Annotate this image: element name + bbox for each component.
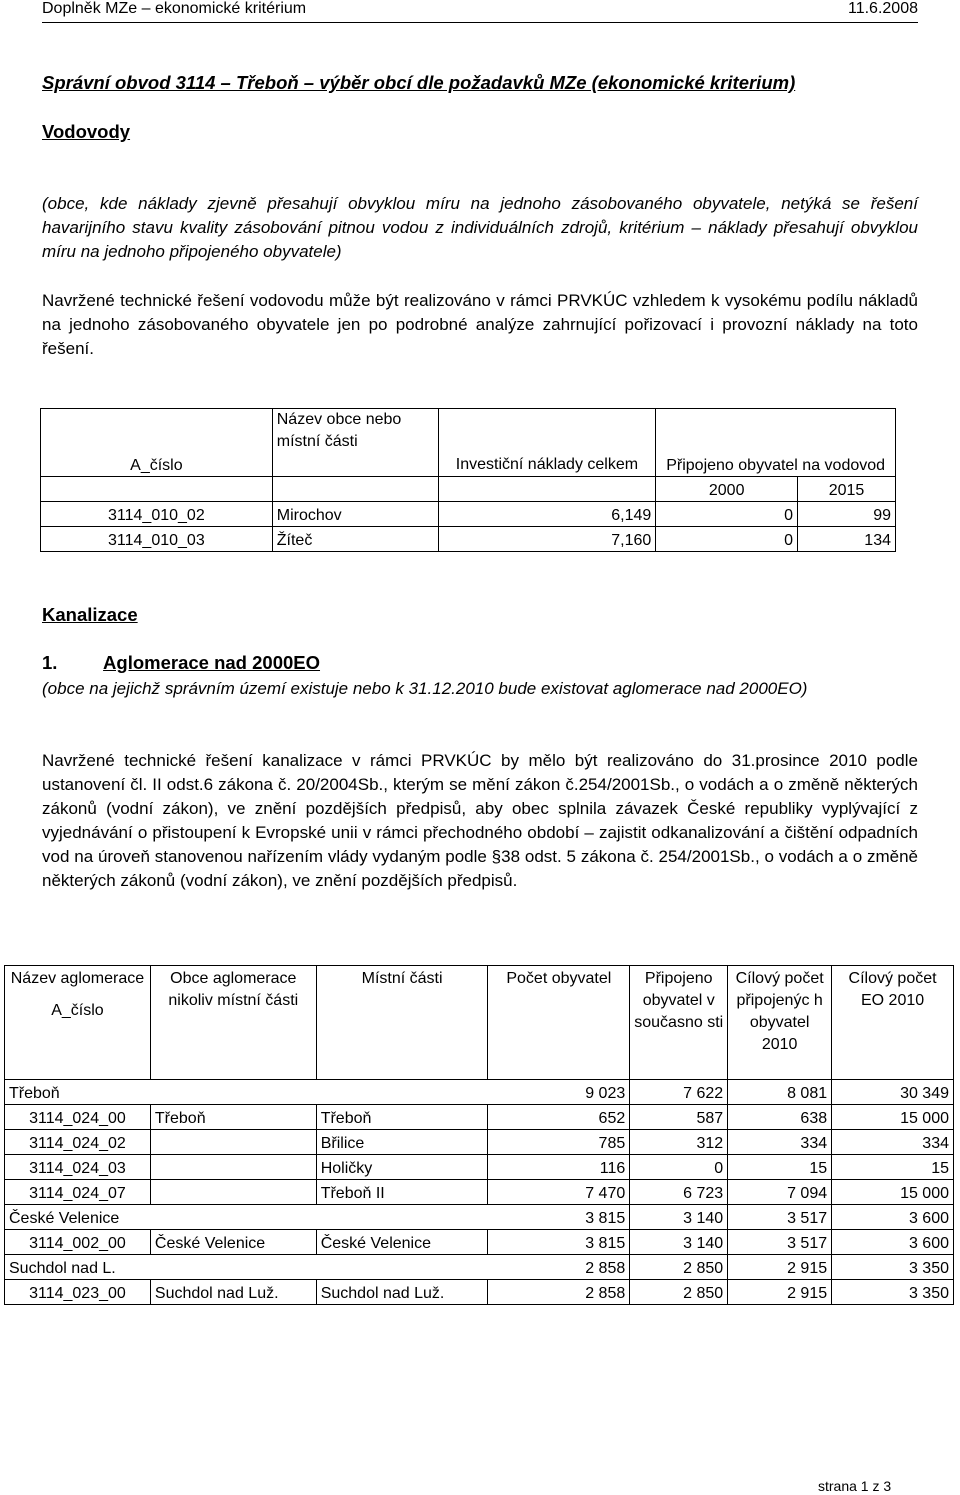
- table-row: Třeboň 9 023 7 622 8 081 30 349: [5, 1080, 954, 1105]
- th-pocet: Počet obyvatel: [488, 966, 630, 1080]
- th-aglomerace: Název aglomerace A_číslo: [5, 966, 151, 1080]
- th-nazev: Název obce nebo místní části: [272, 409, 438, 477]
- aglomerace-subheading: 1. Aglomerace nad 2000EO: [42, 652, 321, 673]
- vodovody-heading: Vodovody: [42, 121, 131, 142]
- table-row: 3114_024_03 Holičky 116 0 15 15: [5, 1155, 954, 1180]
- kanalizace-note: (obce na jejichž správním území existuje nebo k 31.12.2010 bude existovat aglomerace nad 2000EO): [42, 679, 808, 698]
- header-left: Doplněk MZe – ekonomické kritérium: [42, 0, 307, 17]
- th-obce: Obce aglomerace nikoliv místní části: [150, 966, 316, 1080]
- table-row: 3114_024_00 Třeboň Třeboň 652 587 638 15 000: [5, 1105, 954, 1130]
- th-2015: 2015: [798, 477, 896, 502]
- table-row: 3114_010_03 Žíteč 7,160 0 134: [41, 527, 896, 552]
- th-cilovy-eo: Cílový počet EO 2010: [832, 966, 954, 1080]
- th-mistni-casti: Místní části: [316, 966, 488, 1080]
- table-row: 3114_024_07 Třeboň II 7 470 6 723 7 094 15 000: [5, 1180, 954, 1205]
- page-header: [42, 0, 918, 23]
- table-row: 3114_002_00 České Velenice České Velenice 3 815 3 140 3 517 3 600: [5, 1230, 954, 1255]
- kanalizace-table: [4, 965, 954, 1305]
- table-row: 3114_023_00 Suchdol nad Luž. Suchdol nad Luž. 2 858 2 850 2 915 3 350: [5, 1280, 954, 1305]
- table-row: 3114_024_02 Břilice 785 312 334 334: [5, 1130, 954, 1155]
- th-pripojeno: Připojeno obyvatel na vodovod: [656, 409, 896, 477]
- th-pripojeno: Připojeno obyvatel v současno sti: [630, 966, 728, 1080]
- th-cislo: A_číslo: [41, 409, 273, 477]
- vodovody-table: [40, 408, 896, 552]
- table-row: Suchdol nad L. 2 858 2 850 2 915 3 350: [5, 1255, 954, 1280]
- table-row: 3114_010_02 Mirochov 6,149 0 99: [41, 502, 896, 527]
- vodovody-note: (obce, kde náklady zjevně přesahují obvyklou míru na jednoho zásobovaného obyvatele, netýká se řešení havarijního stavu kvality zásobování pitnou vodou z individuálních zdrojů, kritérium – náklady přesahují obvyklou míru na jednoho připojeného obyvatele): [42, 194, 918, 261]
- th-2000: 2000: [656, 477, 798, 502]
- kanalizace-heading: Kanalizace: [42, 604, 138, 625]
- table-row: České Velenice 3 815 3 140 3 517 3 600: [5, 1205, 954, 1230]
- vodovody-paragraph: Navržené technické řešení vodovodu může být realizováno v rámci PRVKÚC vzhledem k vysokému podílu nákladů na jednoho zásobovaného obyvatele jen po podrobné analýze zahrnující pořizovací i provozní náklady na toto řešení.: [42, 291, 918, 358]
- header-date: 11.6.2008: [848, 0, 918, 17]
- page-number: strana 1 z 3: [818, 1478, 892, 1494]
- document-title: Správní obvod 3114 – Třeboň – výběr obcí dle požadavků MZe (ekonomické kriterium): [42, 72, 796, 93]
- th-cilovy-pocet: Cílový počet připojenýc h obyvatel 2010: [728, 966, 832, 1080]
- kanalizace-paragraph: Navržené technické řešení kanalizace v rámci PRVKÚC by mělo být realizováno do 31.prosince 2010 podle ustanovení čl. II odst.6 zákona č. 20/2004Sb., kterým se mění zákon č.254/2001Sb., o vodách a o změně některých zákonů (vodní zákon), ve znění pozdějších předpisů, aby obec splnila závazek České republiky vyplývající z vyjednávání o přistoupení k Evropské unii v rámci přechodného období – zajistit odkanalizování a čištění odpadních vod na úroveň stanovenou nařízením vlády vydaným podle §38 odst. 5 zákona č. 254/2001Sb., o vodách a o změně některých zákonů (vodní zákon), ve znění pozdějších předpisů.: [42, 751, 918, 890]
- th-naklady: Investiční náklady celkem: [438, 409, 656, 477]
